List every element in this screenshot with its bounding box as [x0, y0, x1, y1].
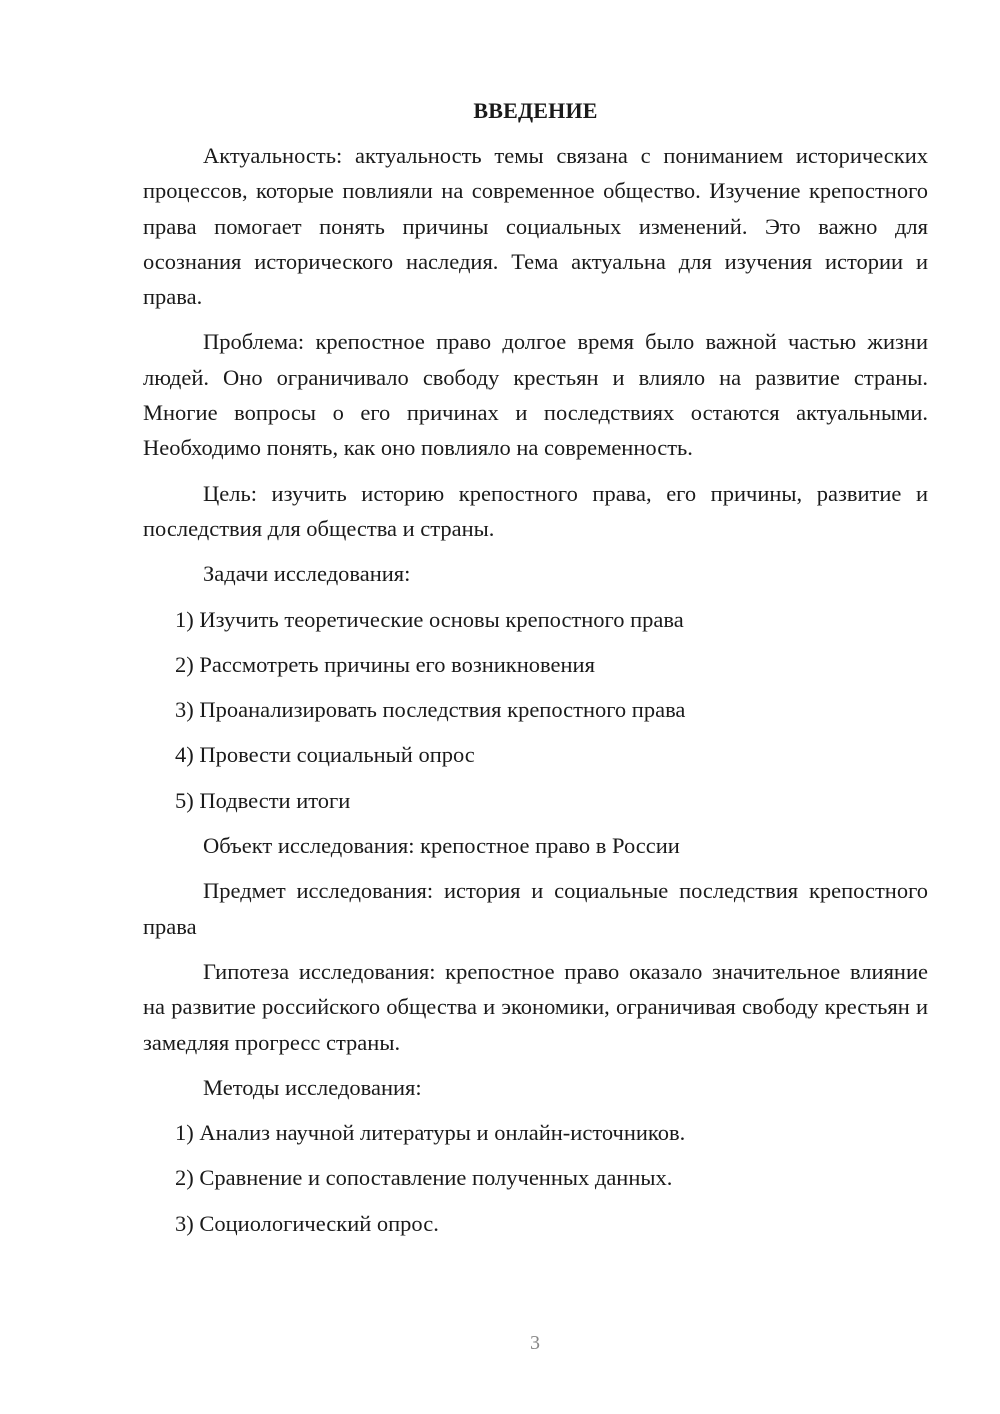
document-page — [143, 96, 928, 1251]
hypothesis-paragraph: Гипотеза исследования: крепостное право оказало значительное влияние на развитие российского общества и экономики, ограничивая свободу крестьян и замедляя прогресс страны. — [143, 958, 928, 1055]
object-paragraph: Объект исследования: крепостное право в России — [203, 833, 680, 859]
list-item: 3) Проанализировать последствия крепостного права — [175, 697, 686, 723]
list-item: 1) Анализ научной литературы и онлайн-источников. — [175, 1120, 686, 1146]
page-number: 3 — [530, 1332, 540, 1354]
tasks-heading: Задачи исследования: — [203, 561, 411, 587]
section-title: ВВЕДЕНИЕ — [473, 98, 598, 123]
list-item: 4) Провести социальный опрос — [175, 742, 475, 768]
methods-list — [143, 1115, 928, 1241]
methods-heading: Методы исследования: — [203, 1074, 422, 1100]
problem-paragraph: Проблема: крепостное право долгое время было важной частью жизни людей. Оно ограничивало свободу крестьян и влияло на развитие страны. Многие вопросы о его причинах и последствиях остаются актуальными. Необходимо понять, как оно повлияло на современность. — [143, 329, 928, 461]
list-item: 5) Подвести итоги — [175, 787, 351, 813]
list-item: 2) Рассмотреть причины его возникновения — [175, 651, 595, 677]
relevance-paragraph: Актуальность: актуальность темы связана с пониманием исторических процессов, которые повлияли на современное общество. Изучение крепостного права помогает понять причины социальных изменений. Это важно для осознания исторического наследия. Тема актуальна для изучения истории и права. — [143, 143, 928, 310]
tasks-list — [143, 602, 928, 818]
list-item: 1) Изучить теоретические основы крепостного права — [175, 606, 684, 632]
goal-paragraph: Цель: изучить историю крепостного права, его причины, развитие и последствия для общества и страны. — [143, 480, 928, 541]
list-item: 3) Социологический опрос. — [175, 1210, 439, 1236]
list-item: 2) Сравнение и сопоставление полученных данных. — [175, 1165, 673, 1191]
subject-paragraph: Предмет исследования: история и социальные последствия крепостного права — [143, 878, 928, 939]
